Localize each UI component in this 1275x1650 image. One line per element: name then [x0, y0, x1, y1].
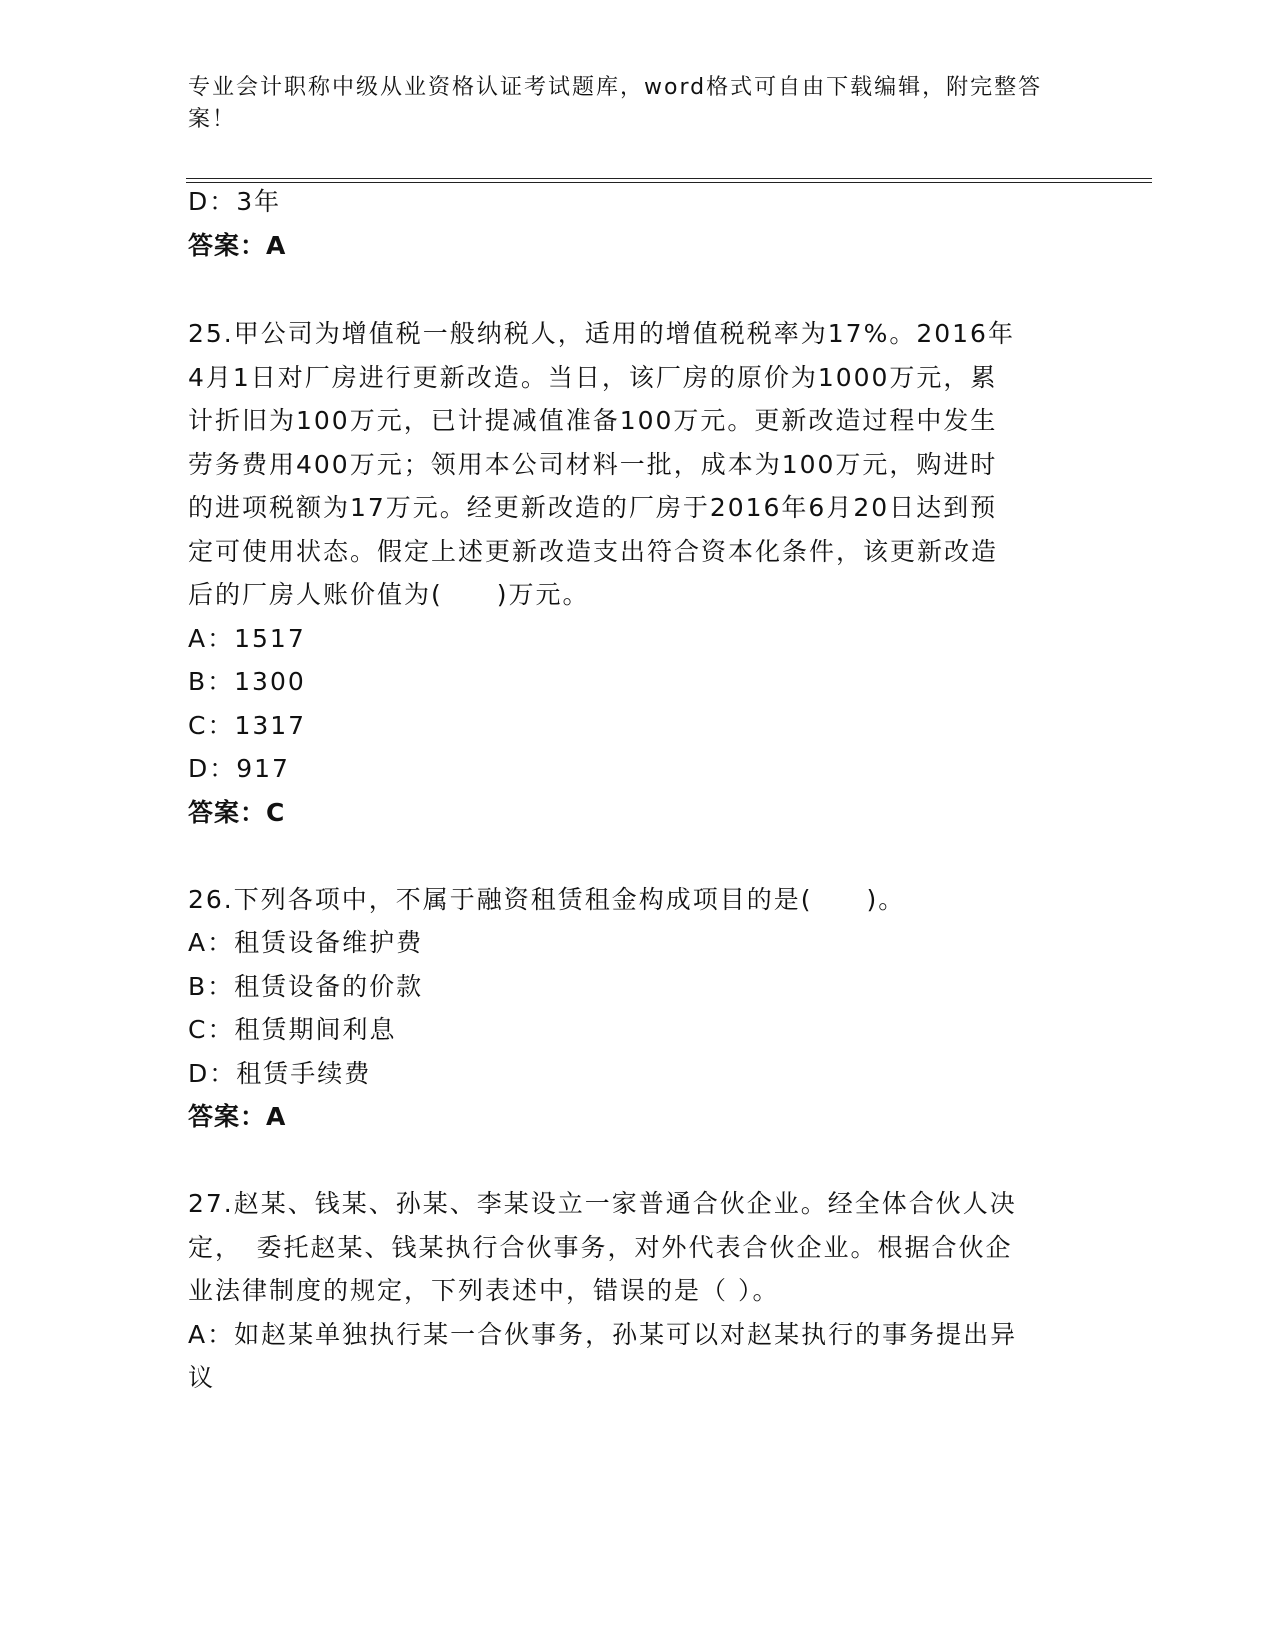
answer-line: 答案：A	[188, 1102, 287, 1131]
option-line: C：租赁期间利息	[188, 1015, 397, 1044]
header-divider	[186, 178, 1152, 183]
answer-line: 答案：C	[188, 798, 286, 827]
question-line: 后的厂房人账价值为( )万元。	[188, 580, 590, 609]
question-line: 定可使用状态。假定上述更新改造支出符合资本化条件，该更新改造	[188, 537, 999, 566]
question-line: 25.甲公司为增值税一般纳税人，适用的增值税税率为17%。2016年	[188, 319, 1015, 348]
option-line: A：1517	[188, 624, 306, 653]
option-line: A：租赁设备维护费	[188, 928, 424, 957]
option-line: A：如赵某单独执行某一合伙事务，孙某可以对赵某执行的事务提出异	[188, 1320, 1018, 1349]
question-line: 业法律制度的规定，下列表述中，错误的是（ ）。	[188, 1276, 780, 1305]
answer-line: 答案：A	[188, 231, 287, 260]
question-line: 4月1日对厂房进行更新改造。当日，该厂房的原价为1000万元，累	[188, 363, 998, 392]
option-line: C：1317	[188, 711, 307, 740]
option-line: B：租赁设备的价款	[188, 972, 424, 1001]
option-line: B：1300	[188, 667, 306, 696]
question-line: 27.赵某、钱某、孙某、李某设立一家普通合伙企业。经全体合伙人决	[188, 1189, 1017, 1218]
question-line: 劳务费用400万元；领用本公司材料一批，成本为100万元，购进时	[188, 450, 998, 479]
option-line: D：3年	[188, 187, 282, 216]
question-line: 计折旧为100万元，已计提减值准备100万元。更新改造过程中发生	[188, 406, 998, 435]
question-line: 26.下列各项中，不属于融资租赁租金构成项目的是( )。	[188, 885, 906, 914]
question-line: 的进项税额为17万元。经更新改造的厂房于2016年6月20日达到预	[188, 493, 998, 522]
question-line: 定， 委托赵某、钱某执行合伙事务，对外代表合伙企业。根据合伙企	[188, 1233, 1013, 1262]
option-line: D：租赁手续费	[188, 1059, 372, 1088]
page-header: 专业会计职称中级从业资格认证考试题库，word格式可自由下载编辑，附完整答案！	[188, 75, 1043, 132]
option-line: D：917	[188, 754, 290, 783]
option-line: 议	[188, 1363, 216, 1392]
